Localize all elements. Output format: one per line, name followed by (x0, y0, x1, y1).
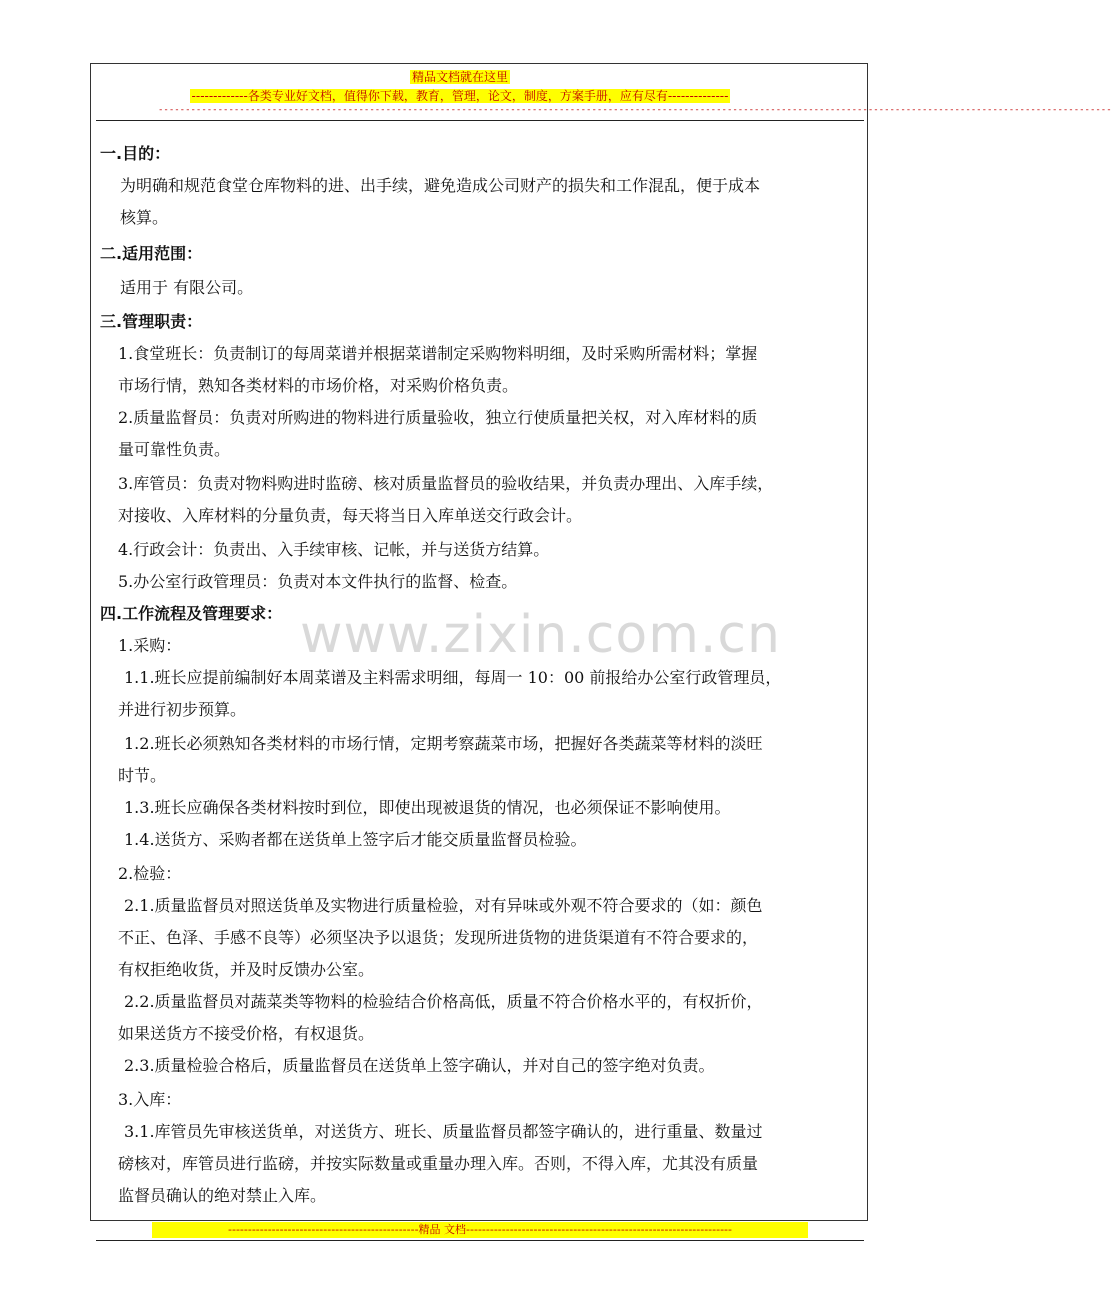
paragraph-line: 5.办公室行政管理员：负责对本文件执行的监督、检查。 (118, 572, 518, 591)
section-heading: 三.管理职责： (100, 312, 203, 331)
banner-subtitle: -------------各类专业好文档，值得你下载，教育，管理，论文，制度，方案手册，应有尽有-------------- (191, 89, 729, 103)
paragraph-line: 3.入库： (118, 1090, 182, 1109)
paragraph-line: 磅核对，库管员进行监磅，并按实际数量或重量办理入库。否则，不得入库，尤其没有质量 (118, 1154, 759, 1173)
banner-title: 精品文档就在这里 (411, 70, 508, 84)
paragraph-line: 2.1.质量监督员对照送货单及实物进行质量检验，对有异味或外观不符合要求的（如：颜色 (124, 896, 763, 915)
paragraph-line: 3.库管员：负责对物料购进时监磅、核对质量监督员的验收结果，并负责办理出、入库手续， (118, 474, 774, 493)
paragraph-line: 3.1.库管员先审核送货单，对送货方、班长、质量监督员都签字确认的，进行重量、数量过 (124, 1122, 763, 1141)
paragraph-line: 2.2.质量监督员对蔬菜类等物料的检验结合价格高低，质量不符合价格水平的，有权折价， (124, 992, 763, 1011)
footer-banner: ------------------------------------------------精品 文档------------------------------------------------------------------- (152, 1222, 808, 1238)
paragraph-line: 市场行情，熟知各类材料的市场价格，对采购价格负责。 (118, 376, 519, 395)
banner-dash-line: -------------------------------------------------------------------------------------------------------------------------------------------------------------------------------- (158, 105, 1112, 115)
paragraph-line: 4.行政会计：负责出、入手续审核、记帐，并与送货方结算。 (118, 540, 550, 559)
paragraph-line: 有权拒绝收货，并及时反馈办公室。 (118, 960, 375, 979)
header-rule (96, 120, 864, 121)
paragraph-line: 1.食堂班长：负责制订的每周菜谱并根据菜谱制定采购物料明细，及时采购所需材料；掌握 (118, 344, 758, 363)
paragraph-line: 2.检验： (118, 864, 182, 883)
footer-rule (96, 1240, 864, 1241)
paragraph-line: 量可靠性负责。 (118, 440, 231, 459)
paragraph-line: 1.4.送货方、采购者都在送货单上签字后才能交质量监督员检验。 (124, 830, 587, 849)
watermark: www.zixin.com.cn (300, 605, 781, 665)
paragraph-line: 2.3.质量检验合格后，质量监督员在送货单上签字确认，并对自己的签字绝对负责。 (124, 1056, 715, 1075)
section-heading: 一.目的： (100, 144, 171, 163)
paragraph-line: 监督员确认的绝对禁止入库。 (118, 1186, 327, 1205)
paragraph-line: 1.1.班长应提前编制好本周菜谱及主料需求明细，每周一 10：00 前报给办公室行政管理员， (124, 668, 782, 687)
paragraph-line: 如果送货方不接受价格，有权退货。 (118, 1024, 375, 1043)
paragraph-line: 2.质量监督员：负责对所购进的物料进行质量验收，独立行使质量把关权，对入库材料的质 (118, 408, 758, 427)
section-heading: 四.工作流程及管理要求： (100, 604, 283, 623)
paragraph-line: 核算。 (120, 208, 169, 227)
paragraph-line: 1.2.班长必须熟知各类材料的市场行情，定期考察蔬菜市场，把握好各类蔬菜等材料的淡旺 (124, 734, 763, 753)
section-heading: 二.适用范围： (100, 244, 203, 263)
paragraph-line: 不正、色泽、手感不良等）必须坚决予以退货；发现所进货物的进货渠道有不符合要求的， (118, 928, 759, 947)
paragraph-line: 适用于 有限公司。 (120, 278, 254, 297)
paragraph-line: 并进行初步预算。 (118, 700, 247, 719)
paragraph-line: 为明确和规范食堂仓库物料的进、出手续，避免造成公司财产的损失和工作混乱，便于成本 (120, 176, 761, 195)
paragraph-line: 1.3.班长应确保各类材料按时到位，即使出现被退货的情况，也必须保证不影响使用。 (124, 798, 731, 817)
paragraph-line: 时节。 (118, 766, 167, 785)
paragraph-line: 对接收、入库材料的分量负责，每天将当日入库单送交行政会计。 (118, 506, 583, 525)
paragraph-line: 1.采购： (118, 636, 182, 655)
document-frame (90, 63, 1112, 1221)
